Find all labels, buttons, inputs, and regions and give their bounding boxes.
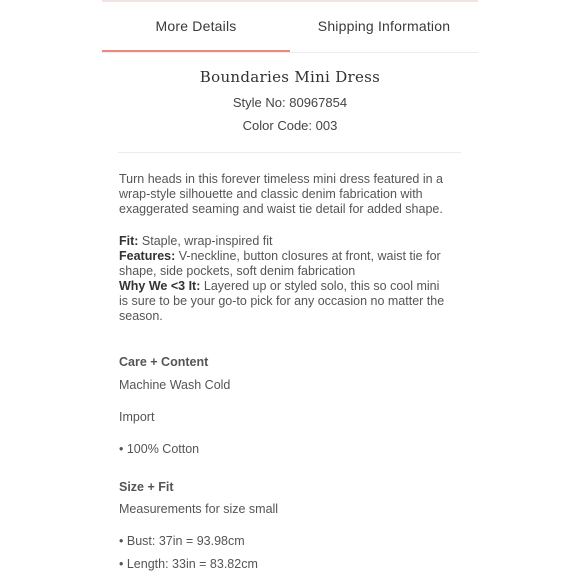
detail-why-text: Layered up or styled solo, this so cool mini is sure to be your go-to pick for any occasion no matter the season.: [119, 279, 445, 323]
tab-shipping-information[interactable]: Shipping Information: [317, 18, 451, 34]
care-origin: Import: [119, 410, 155, 424]
detail-fit-label: Fit:: [119, 234, 139, 248]
product-details: [119, 234, 449, 324]
size-length: • Length: 33in = 83.82cm: [119, 557, 258, 571]
detail-features-text: V-neckline, button closures at front, waist tie for shape, side pockets, soft denim fabrication: [119, 249, 441, 278]
care-wash: Machine Wash Cold: [119, 378, 231, 392]
detail-why-we-love-it: [119, 279, 444, 323]
size-fit-intro: Measurements for size small: [119, 502, 279, 516]
detail-why-label: Why We <3 It:: [119, 279, 201, 293]
section-divider: [118, 152, 461, 153]
care-content-heading: Care + Content: [119, 355, 209, 369]
size-bust: • Bust: 37in = 93.98cm: [119, 534, 245, 548]
product-title: Boundaries Mini Dress: [199, 68, 381, 86]
tab-bar: [102, 0, 478, 53]
care-material: • 100% Cotton: [119, 442, 199, 456]
size-fit-heading: Size + Fit: [119, 480, 174, 494]
style-number: Style No: 80967854: [232, 95, 348, 110]
tab-more-details[interactable]: More Details: [102, 0, 290, 52]
product-description: Turn heads in this forever timeless mini dress featured in a wrap-style silhouette and classic denim fabrication with exaggerated seaming and waist tie detail for added shape.: [119, 172, 443, 216]
detail-features-label: Features:: [119, 249, 176, 263]
detail-features: [119, 249, 441, 278]
color-code: Color Code: 003: [242, 118, 338, 133]
detail-fit: [119, 234, 273, 248]
detail-fit-text: Staple, wrap-inspired fit: [138, 234, 273, 248]
